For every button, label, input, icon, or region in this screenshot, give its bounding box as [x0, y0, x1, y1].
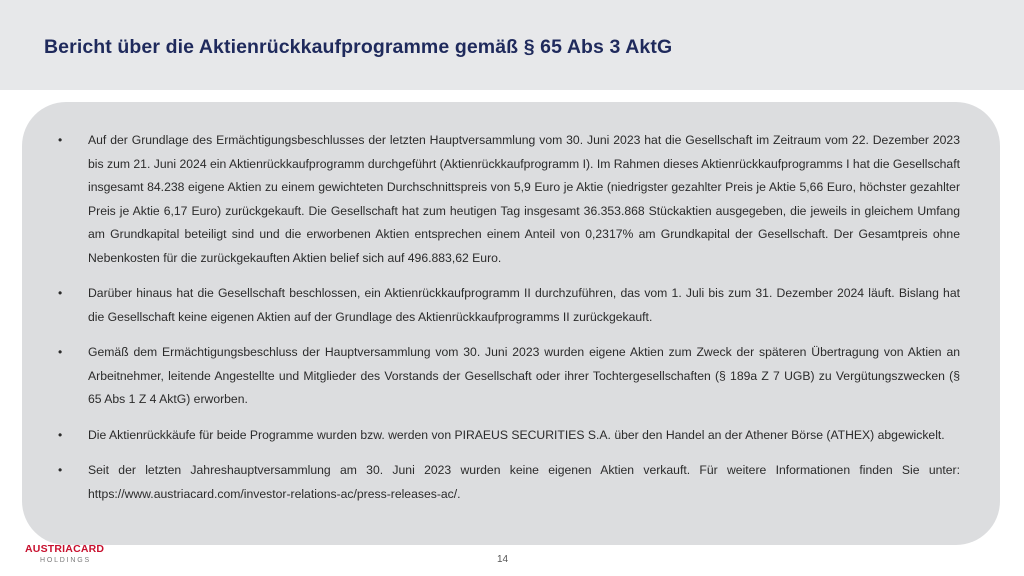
- bullet-item-5: [58, 459, 960, 506]
- bullet-dot: •: [58, 133, 63, 147]
- bullet-dot: •: [58, 427, 63, 442]
- logo-wordmark: AUSTRIACARD: [25, 543, 105, 555]
- bullet-item-2: [58, 282, 960, 329]
- bullet-item-1: [58, 129, 960, 270]
- content-panel: [22, 102, 1000, 545]
- bullet-item-4: [58, 424, 960, 448]
- bullet-text: Seit der letzten Jahreshauptversammlung am 30. Juni 2023 wurden keine eigenen Aktien verkauft. Für weitere Informationen finden Sie unter: https://www.austriacard.com/investor-relations-ac/press-releases-ac/.: [88, 463, 960, 501]
- bullet-list: [58, 129, 960, 518]
- logo-subtitle: HOLDINGS: [40, 557, 91, 564]
- header-bar: [0, 0, 1024, 90]
- page-title: Bericht über die Aktienrückkaufprogramme gemäß § 65 Abs 3 AktG: [44, 36, 673, 58]
- bullet-item-3: [58, 341, 960, 412]
- bullet-text: Gemäß dem Ermächtigungsbeschluss der Hauptversammlung vom 30. Juni 2023 wurden eigene Aktien zum Zweck der späteren Übertragung von Aktien an Arbeitnehmer, leitende Angestellte und Mitglieder des Vorstands der Gesellschaft oder ihrer Tochtergesellschaften (§ 189a Z 7 UGB) zu Vergütungszwecken (§ 65 Abs 1 Z 4 AktG) erworben.: [88, 345, 960, 406]
- bullet-text: Darüber hinaus hat die Gesellschaft beschlossen, ein Aktienrückkaufprogramm II durchzuführen, das vom 1. Juli bis zum 31. Dezember 2024 läuft. Bislang hat die Gesellschaft keine eigenen Aktien auf der Grundlage des Aktienrückkaufprogramms II zurückgekauft.: [88, 286, 960, 324]
- page-number: 14: [497, 554, 509, 565]
- austriacard-logo: [25, 543, 117, 571]
- bullet-dot: •: [58, 345, 63, 359]
- bullet-text: Auf der Grundlage des Ermächtigungsbeschlusses der letzten Hauptversammlung vom 30. Juni 2023 hat die Gesellschaft im Zeitraum vom 22. Dezember 2023 bis zum 21. Juni 2024 ein Aktienrückkaufprogramm durchgeführt (Aktienrückkaufprogramm I). Im Rahmen dieses Aktienrückkaufprogramms I hat die Gesellschaft insgesamt 84.238 eigene Aktien zu einem gewichteten Durchschnittspreis von 5,9 Euro je Aktie (niedrigster gezahlter Preis je Aktie 5,66 Euro, höchster gezahlter Preis je Aktie 6,17 Euro) zurückgekauft. Die Gesellschaft hat zum heutigen Tag insgesamt 36.353.868 Stückaktien ausgegeben, die jeweils in gleichem Umfang am Grundkapital beteiligt sind und die erworbenen Aktien entsprechen einem Anteil von 0,2317% am Grundkapital der Gesellschaft. Der Gesamtpreis ohne Nebenkosten für die zurückgekauften Aktien belief sich auf 496.883,62 Euro.: [88, 133, 960, 265]
- bullet-text: Die Aktienrückkäufe für beide Programme wurden bzw. werden von PIRAEUS SECURITIES S.A. über den Handel an der Athener Börse (ATHEX) abgewickelt.: [88, 427, 945, 442]
- bullet-dot: •: [58, 286, 63, 300]
- bullet-dot: •: [58, 463, 63, 477]
